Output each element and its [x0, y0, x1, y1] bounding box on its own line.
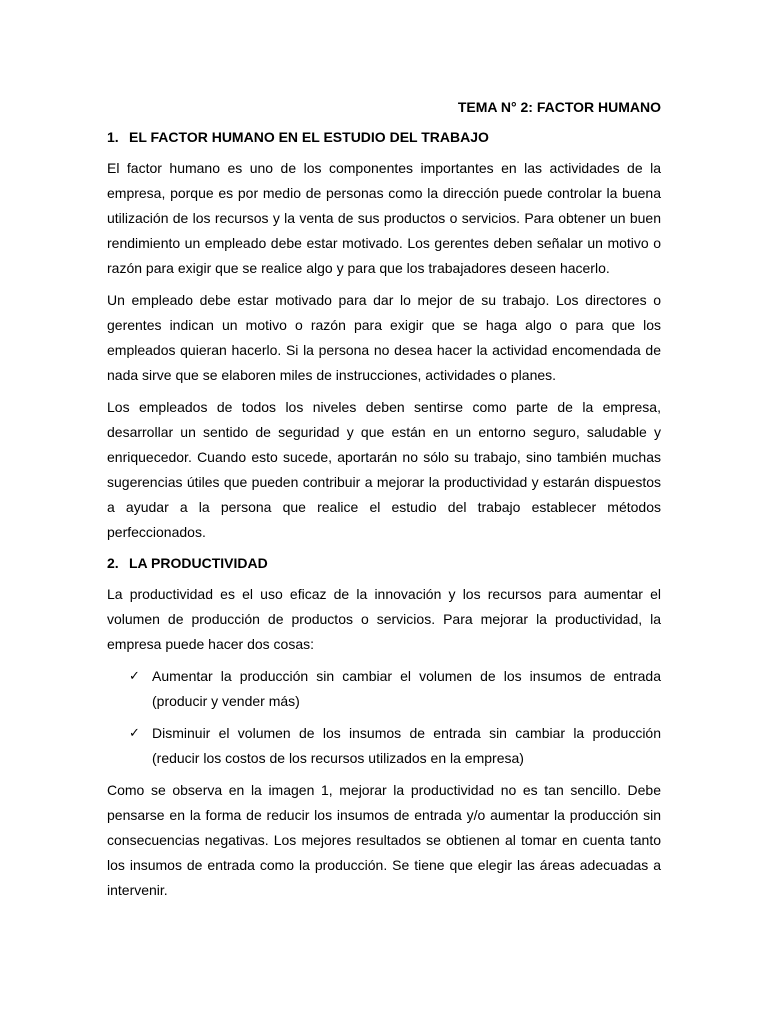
- checklist-item: [107, 664, 661, 714]
- section-1-heading-text: EL FACTOR HUMANO EN EL ESTUDIO DEL TRABAJO: [129, 129, 489, 145]
- section-1-paragraph-1: El factor humano es uno de los componentes importantes en las actividades de la empresa, porque es por medio de personas como la dirección puede controlar la buena utilización de los recursos y la venta de sus productos o servicios. Para obtener un buen rendimiento un empleado debe estar motivado. Los gerentes deben señalar un motivo o razón para exigir que se realice algo y para que los trabajadores deseen hacerlo.: [107, 160, 661, 276]
- section-2-heading: [107, 552, 661, 574]
- checkmark-icon: ✓: [129, 669, 140, 684]
- section-2-heading-text: LA PRODUCTIVIDAD: [129, 555, 268, 571]
- document-page: [107, 96, 661, 910]
- section-1-paragraph-3: Los empleados de todos los niveles deben sentirse como parte de la empresa, desarrollar un sentido de seguridad y que están en un entorno seguro, saludable y enriquecedor. Cuando esto sucede, aportarán no sólo su trabajo, sino también muchas sugerencias útiles que pueden contribuir a mejorar la productividad y estarán dispuestos a ayudar a la persona que realice el estudio del trabajo establecer métodos perfeccionados.: [107, 399, 661, 540]
- section-1-paragraph-2: Un empleado debe estar motivado para dar lo mejor de su trabajo. Los directores o gerentes indican un motivo o razón para exigir que se haga algo o para que los empleados quieran hacerlo. Si la persona no desea hacer la actividad encomendada de nada sirve que se elaboren miles de instrucciones, actividades o planes.: [107, 292, 661, 383]
- productivity-checklist: [107, 664, 661, 771]
- checklist-item: [107, 721, 661, 771]
- checklist-item-text: Aumentar la producción sin cambiar el volumen de los insumos de entrada (producir y vender más): [152, 668, 661, 709]
- section-1-number: 1.: [107, 129, 119, 145]
- section-2-intro-paragraph: La productividad es el uso eficaz de la innovación y los recursos para aumentar el volumen de producción de productos o servicios. Para mejorar la productividad, la empresa puede hacer dos cosas:: [107, 586, 661, 652]
- checkmark-icon: ✓: [129, 726, 140, 741]
- document-title: TEMA N° 2: FACTOR HUMANO: [457, 99, 661, 115]
- section-1-heading: [107, 126, 661, 148]
- section-2-closing-paragraph: Como se observa en la imagen 1, mejorar la productividad no es tan sencillo. Debe pensarse en la forma de reducir los insumos de entrada y/o aumentar la producción sin consecuencias negativas. Los mejores resultados se obtienen al tomar en cuenta tanto los insumos de entrada como la producción. Se tiene que elegir las áreas adecuadas a intervenir.: [107, 782, 661, 898]
- checklist-item-text: Disminuir el volumen de los insumos de entrada sin cambiar la producción (reducir los costos de los recursos utilizados en la empresa): [152, 725, 661, 766]
- section-2-number: 2.: [107, 555, 119, 571]
